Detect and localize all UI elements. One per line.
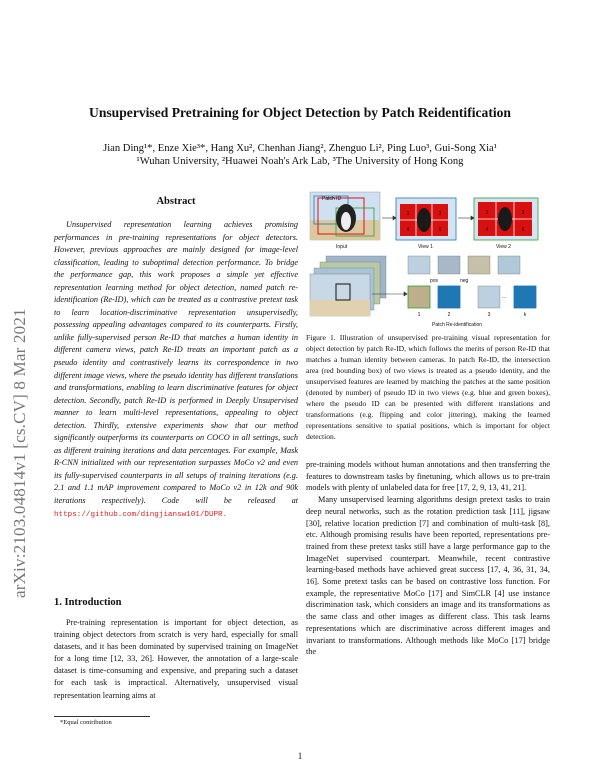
patch-id-label: Patch ID: [322, 196, 342, 202]
footnote: *Equal contribution: [60, 719, 112, 726]
ellipsis: ...: [502, 294, 507, 300]
neg-label: neg: [460, 278, 469, 284]
patch-thumbnails: [408, 256, 536, 328]
patch-number-view1: 2: [422, 211, 426, 217]
figure-1: [308, 190, 546, 330]
patch-number-view1: 1: [406, 211, 410, 217]
patch-index-label: 2: [447, 312, 451, 318]
arxiv-stamp: [8, 180, 38, 600]
reid-label: Patch Re-identification: [432, 322, 483, 328]
introduction-body: [54, 617, 298, 702]
right-column-body: [306, 459, 550, 658]
input-image: [310, 192, 380, 250]
footnote-rule: [54, 716, 150, 717]
patch-number-view1: 6: [438, 227, 442, 233]
view-2: [474, 198, 538, 250]
patch-index-label: k: [523, 312, 527, 318]
patch-number-view1: 5: [422, 227, 426, 233]
view-1-label: View 1: [418, 244, 433, 250]
right-paragraph-2: Many unsupervised learning algorithms design pretext tasks to train deep neural networks, such as the rotation prediction task [11], jigsaw [30], relative location prediction [7] and combination of multi-task [8], etc. Although promising results have been reported, representations pre-trained from these pretext tasks still have a large performance gap to the ImageNet supervised counterpart. Meanwhile, recent contrastive learning-based methods have achieved great success [17, 4, 36, 31, 34, 16]. Some pretext tasks can be based on contrastive loss function. For example, the representative MoCo [17] and SimCLR [4] use instance discrimination task, which considers an image and its transformations as the same class and other images as different class. This task learns representations which are discriminative across different images and invariant to transformations. Although methods like MoCo [17] bridge the: [306, 495, 550, 657]
intro-paragraph: Pre-training representation is important for object detection, as training object detectors from scratch is very hard, especially for small datasets, and it has been dominated by supervised training on ImageNet for a long time [12, 33, 26]. However, the annotation of a large-scale dataset is time-consuming and expensive, and preparing such a dataset for each task is impractical. Alternatively, unsupervised visual representation learning aims at: [54, 618, 298, 700]
view-2-label: View 2: [496, 244, 511, 250]
patch-number-view1: 4: [406, 227, 410, 233]
patch-number-view1: 3: [438, 211, 442, 217]
patch-number-view2: 5: [503, 227, 507, 233]
patch-number-view2: 6: [521, 227, 525, 233]
affiliations: ¹Wuhan University, ²Huawei Noah's Ark Lab, ³The University of Hong Kong: [136, 156, 464, 167]
arxiv-identifier: arXiv:2103.04814v1 [cs.CV] 8 Mar 2021: [10, 308, 29, 598]
right-paragraph-1: pre-training models without human annotations and then transferring the features to downstream tasks by finetuning, which allows us to pre-train models with plenty of unlabeled data for free [17, 2, 9, 13, 41, 21].: [306, 460, 550, 493]
image-stack: [310, 256, 386, 316]
patch-index-label: 1: [417, 312, 421, 318]
author-block: [0, 142, 600, 168]
input-label: Input: [336, 244, 348, 250]
patch-number-view2: 1: [485, 210, 489, 216]
code-url-link[interactable]: https://github.com/dingjiansw101/DUPR.: [54, 510, 228, 519]
section-heading-introduction: 1. Introduction: [54, 597, 122, 608]
patch-index-label: 3: [487, 312, 491, 318]
abstract-heading: Abstract: [156, 196, 196, 207]
patch-number-view2: 2: [503, 210, 507, 216]
patch-number-view2: 3: [521, 210, 525, 216]
paper-title: Unsupervised Pretraining for Object Detection by Patch Reidentification: [89, 105, 511, 120]
view-1: [396, 198, 456, 250]
page-number: 1: [297, 751, 303, 761]
pos-label: pos: [430, 278, 439, 284]
abstract-body: [54, 219, 298, 521]
patch-number-view2: 4: [485, 227, 489, 233]
figure-1-caption: Figure 1. Illustration of unsupervised pre-training visual representation for object detection by patch Re-ID, which follows the merits of person Re-ID that matches a human identity between cameras. In patch Re-ID, the intersection area (red bounding box) of two views is treated as a pseudo identity, and the unsupervised features are learned by matching the patches at the same position (denoted by number) of pseudo ID in two views (e.g. blue and green boxes), where the pseudo ID can be presented with different translations and transformations (e.g. flipping and color jittering), making the learned representations sensitive to spatial positions, which is important for object detection.: [306, 333, 550, 441]
author-list: Jian Ding¹*, Enze Xie³*, Hang Xu², Chenhan Jiang², Zhenguo Li², Ping Luo³, Gui-Song Xia¹: [103, 143, 497, 154]
abstract-text: Unsupervised representation learning achieves promising performances in pre-training representations for object detectors. However, previous approaches are mainly designed for image-level classification, leading to suboptimal detection performance. To bridge the performance gap, this work proposes a simple yet effective representation learning method for object detection, named patch re-identification (Re-ID), which can be treated as a contrastive pretext task to learn location-discriminative representation unsupervisedly, possessing appealing advantages compared to its counterparts. Firstly, unlike fully-supervised person Re-ID that matches a human identity in different camera views, patch Re-ID treats an important patch as a pseudo identity and contrastively learns its correspondence in two different image views, where the pseudo identity has different translations and transformations, enabling to learn discriminative features for object detection. Secondly, patch Re-ID is performed in Deeply Unsupervised manner to learn multi-level representations, appealing to object detection. Thirdly, extensive experiments show that our method significantly outperforms its counterparts on COCO in all settings, such as different training iterations and data percentages. For example, Mask R-CNN initialized with our representation surpasses MoCo v2 and even its fully-supervised counterparts in all setups of training iterations (e.g. 2.1 and 1.1 mAP improvement compared to MoCo v2 in 12k and 90k iterations respectively). Code will be released at: [54, 220, 298, 506]
